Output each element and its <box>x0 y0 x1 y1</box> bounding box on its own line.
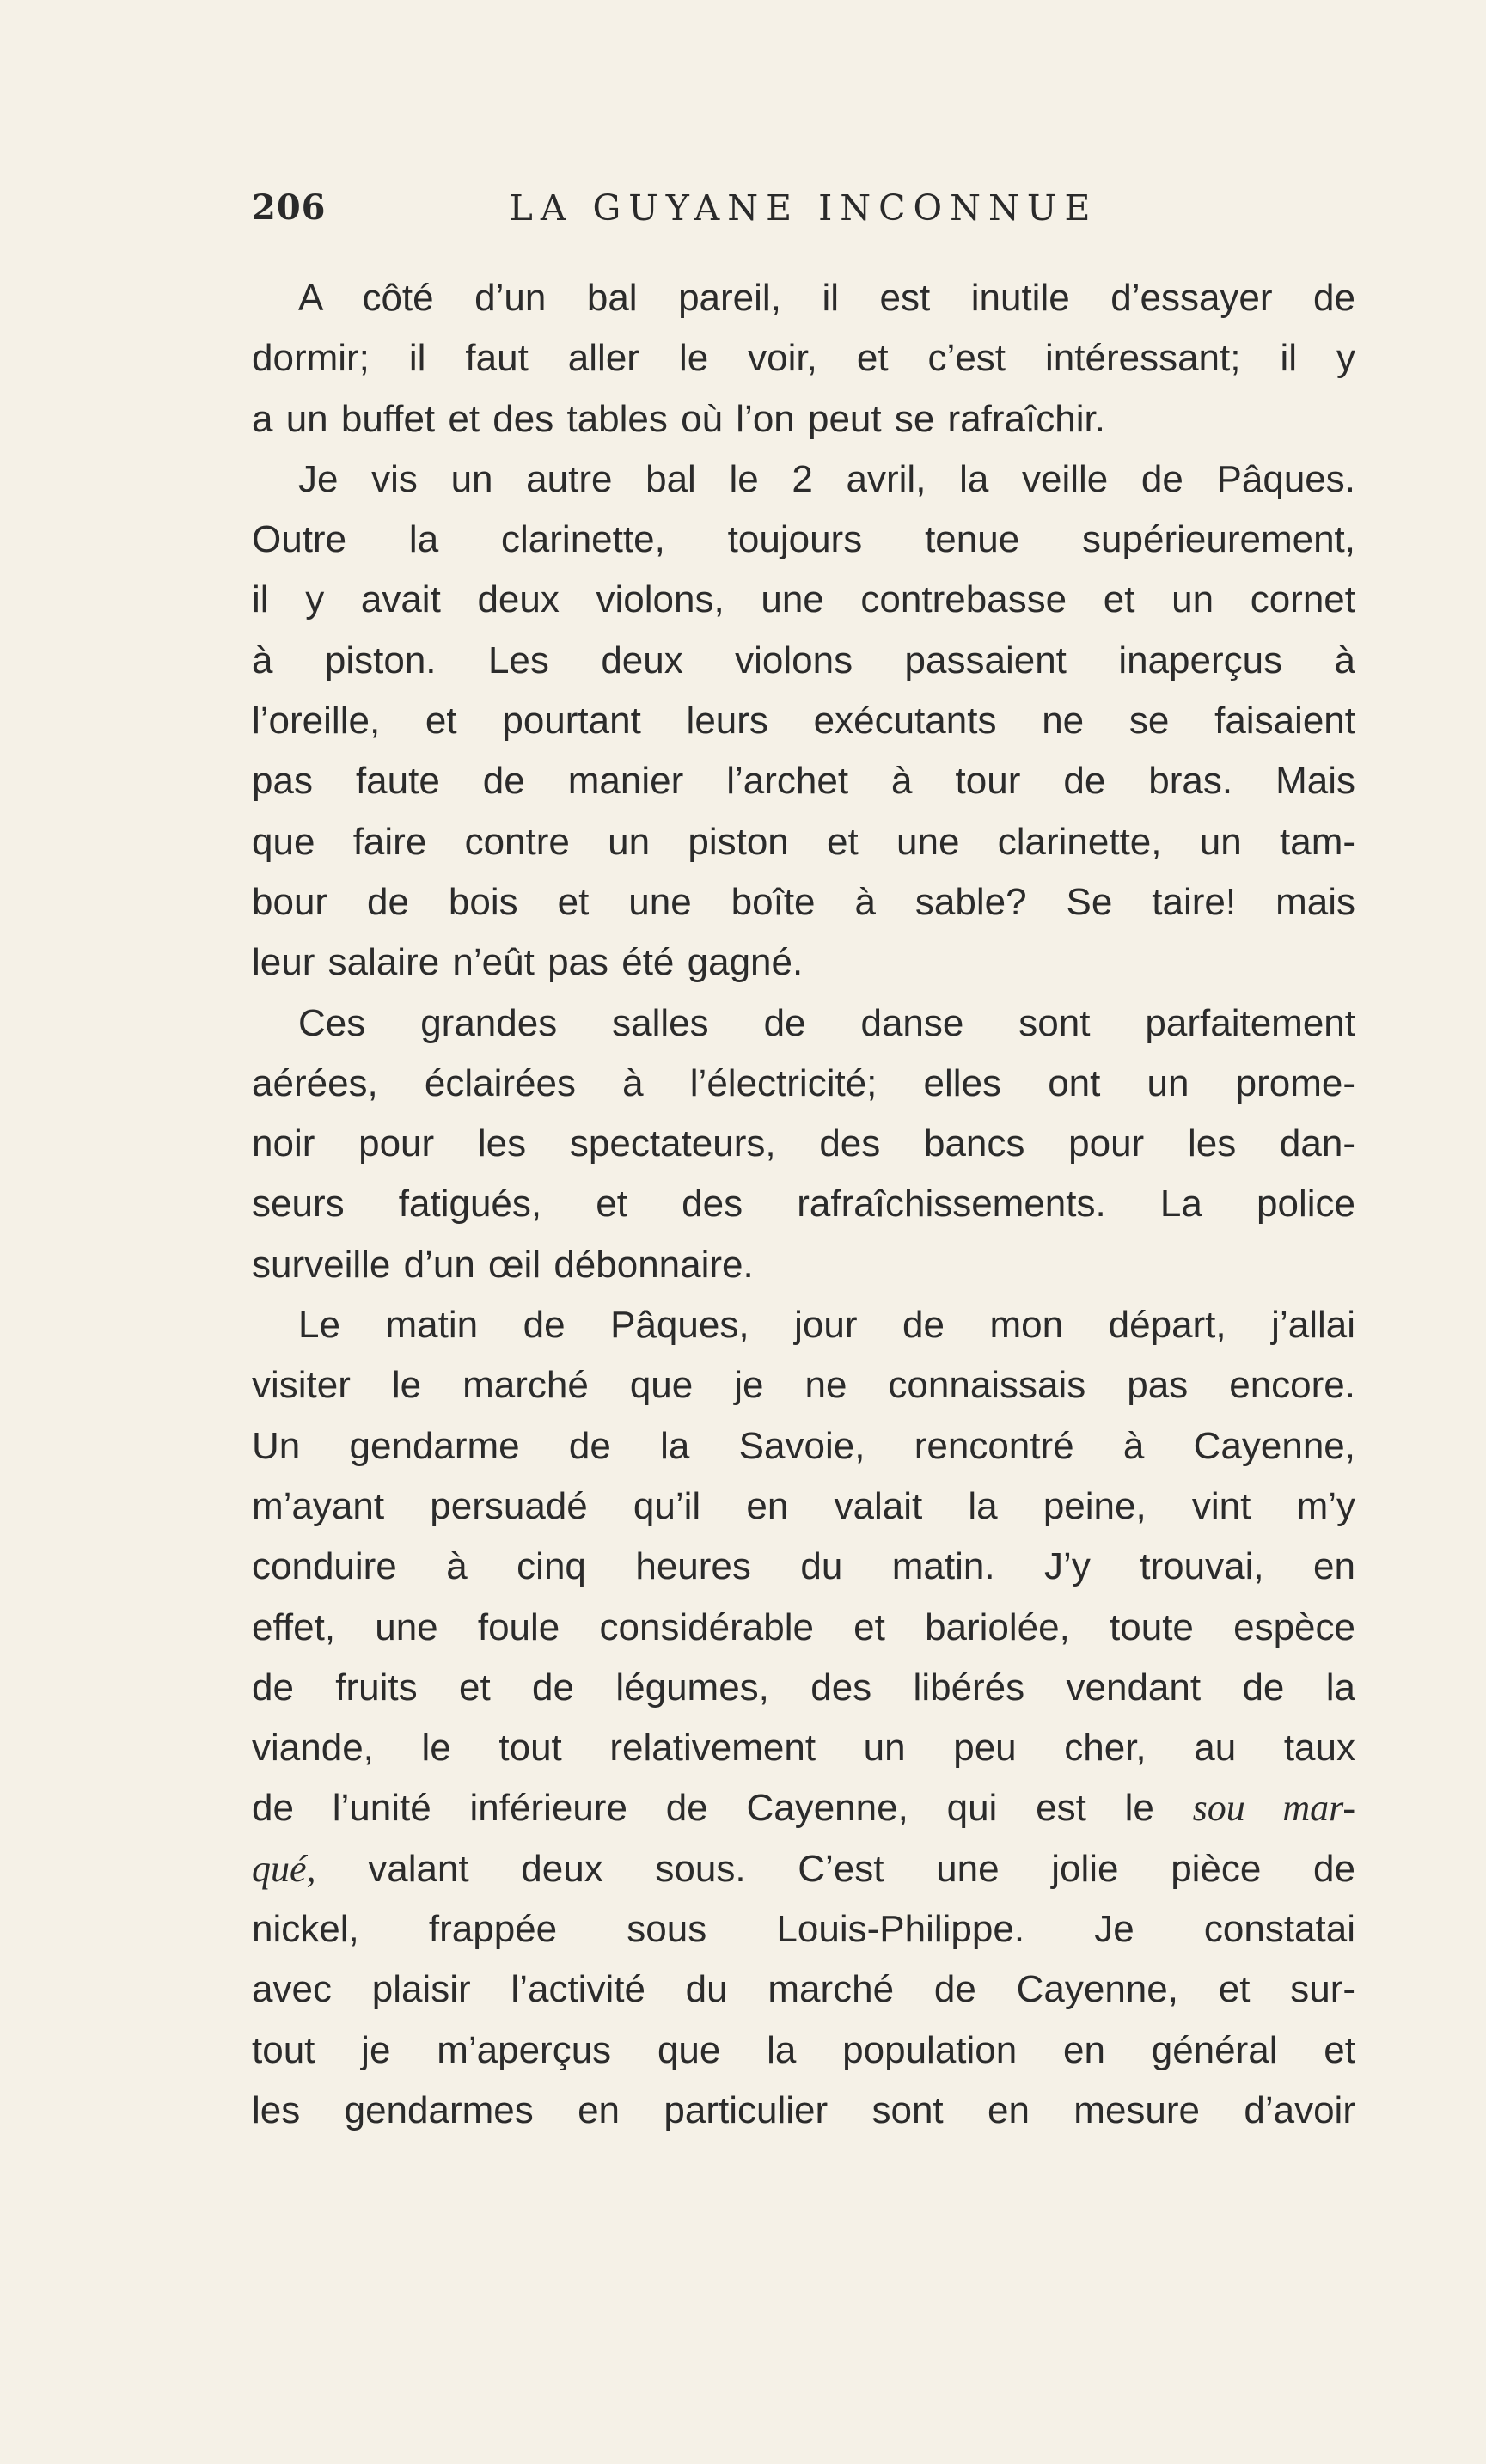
text-line: a un buffet et des tables où l’on peut se rafraîchir. <box>252 397 1105 440</box>
text-segment: valant deux sous. C’est une jolie pièce de <box>368 1847 1355 1890</box>
italic-text: sou mar- <box>1192 1787 1356 1830</box>
text-line: tout je m’aperçus que la population en général et <box>252 2028 1355 2071</box>
text-line: que faire contre un piston et une clarinette, un tam- <box>252 820 1355 863</box>
text-line: de fruits et de légumes, des libérés vendant de la <box>252 1666 1355 1709</box>
text-line: surveille d’un œil débonnaire. <box>252 1243 754 1286</box>
text-line: seurs fatigués, et des rafraîchissements. La police <box>252 1183 1355 1226</box>
text-line: avec plaisir l’activité du marché de Cayenne, et sur- <box>252 1968 1355 2011</box>
text-line: Le matin de Pâques, jour de mon départ, j’allai <box>298 1304 1355 1347</box>
text-line-mixed <box>252 1839 1355 1899</box>
text-line: bour de bois et une boîte à sable? Se taire! mais <box>252 880 1355 923</box>
text-line: Je vis un autre bal le 2 avril, la veille de Pâques. <box>298 457 1355 500</box>
text-line: conduire à cinq heures du matin. J’y trouvai, en <box>252 1545 1355 1588</box>
text-line: dormir; il faut aller le voir, et c’est intéressant; il y <box>252 337 1355 380</box>
page-number: 206 <box>252 187 327 228</box>
page-header <box>252 187 1355 239</box>
text-line: m’ayant persuadé qu’il en valait la peine, vint m’y <box>252 1484 1355 1527</box>
text-line: leur salaire n’eût pas été gagné. <box>252 941 804 984</box>
running-title: LA GUYANE INCONNUE <box>509 187 1098 229</box>
text-segment: de l’unité inférieure de Cayenne, qui est le <box>252 1787 1193 1830</box>
text-line: nickel, frappée sous Louis-Philippe. Je constatai <box>252 1908 1355 1951</box>
text-line: effet, une foule considérable et bariolée, toute espèce <box>252 1605 1355 1648</box>
text-line: Ces grandes salles de danse sont parfaitement <box>298 1001 1355 1044</box>
text-line: Un gendarme de la Savoie, rencontré à Cayenne, <box>252 1424 1355 1467</box>
text-line: visiter le marché que je ne connaissais pas encore. <box>252 1364 1355 1407</box>
text-line: pas faute de manier l’archet à tour de bras. Mais <box>252 760 1355 803</box>
text-line: l’oreille, et pourtant leurs exécutants ne se faisaient <box>252 700 1355 743</box>
text-line: Outre la clarinette, toujours tenue supérieurement, <box>252 518 1355 561</box>
text-line: viande, le tout relativement un peu cher, au taux <box>252 1727 1355 1770</box>
italic-text: qué, <box>252 1847 316 1890</box>
text-line: noir pour les spectateurs, des bancs pour les dan- <box>252 1122 1355 1165</box>
text-line-mixed <box>252 1778 1355 1838</box>
text-line: aérées, éclairées à l’électricité; elles ont un prome- <box>252 1061 1355 1104</box>
body-text <box>252 268 1355 2141</box>
text-line: les gendarmes en particulier sont en mesure d’avoir <box>252 2088 1355 2131</box>
text-line: il y avait deux violons, une contrebasse et un cornet <box>252 578 1355 621</box>
text-line: à piston. Les deux violons passaient inaperçus à <box>252 639 1355 682</box>
text-line: A côté d’un bal pareil, il est inutile d’essayer de <box>298 277 1355 319</box>
